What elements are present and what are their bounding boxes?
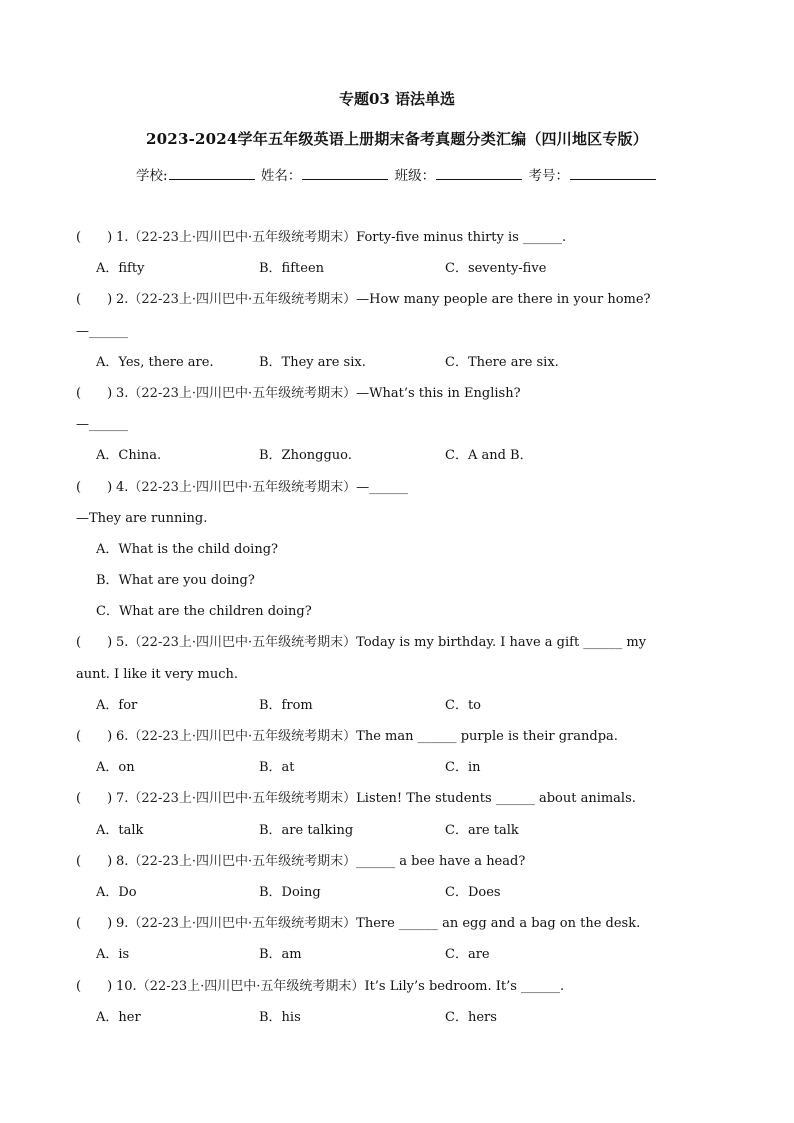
option-c: C．There are six. (445, 354, 559, 370)
student-info-line (0, 164, 794, 184)
answer-paren: ( ) (76, 729, 113, 744)
option-a: A．Do (96, 884, 137, 900)
school-label: 学校: (136, 168, 168, 184)
page-subtitle: 2023-2024学年五年级英语上册期末备考真题分类汇编（四川地区专版） (146, 130, 648, 148)
option-a: A．talk (96, 822, 144, 838)
option-a: A．for (96, 697, 138, 713)
answer-paren: ( ) (76, 916, 113, 932)
question-number: 9. (116, 916, 129, 932)
option-b: B．fifteen (259, 261, 325, 277)
option-a: A．Yes, there are. (96, 354, 214, 370)
option-c: C．What are the children doing? (96, 604, 312, 620)
question-5-options (76, 694, 716, 725)
question-source: （22-23上·四川巴中·五年级统考期末） (128, 292, 357, 308)
question-6 (76, 725, 716, 756)
answer-paren: ( ) (76, 635, 113, 651)
question-stem: —How many people are there in your home? (356, 292, 651, 308)
question-source: （22-23上·四川巴中·五年级统考期末） (128, 729, 357, 744)
class-label: 班级： (394, 168, 436, 184)
question-number: 6. (116, 729, 129, 744)
question-1-options (76, 257, 716, 288)
option-c: C．are talk (445, 822, 519, 838)
question-stem: ______ a bee have a head? (356, 853, 526, 869)
question-stem: There ______ an egg and a bag on the desk. (356, 916, 641, 932)
question-number: 10. (116, 978, 137, 994)
name-blank (302, 167, 388, 180)
question-source: （22-23上·四川巴中·五年级统考期末） (128, 791, 357, 807)
option-a: A．fifty (96, 261, 145, 277)
answer-paren: ( ) (76, 791, 113, 807)
question-stem: —______ (356, 479, 409, 495)
question-10 (76, 975, 716, 1006)
option-c: C．to (445, 697, 481, 713)
question-source: （22-23上·四川巴中·五年级统考期末） (128, 916, 357, 932)
option-a: A．is (96, 947, 130, 963)
class-blank (436, 167, 522, 180)
question-number: 5. (116, 635, 129, 651)
answer-paren: ( ) (76, 385, 113, 401)
option-b: B．at (259, 760, 295, 776)
option-b: B．are talking (259, 822, 354, 838)
option-a: A．on (96, 760, 135, 776)
question-list (76, 226, 716, 1037)
option-c: C．hers (445, 1009, 497, 1025)
option-b: B．What are you doing? (96, 573, 255, 589)
option-b: B．They are six. (259, 354, 366, 370)
option-b: B．Doing (259, 884, 321, 900)
option-c: C．Does (445, 884, 501, 900)
question-9-options (76, 943, 716, 974)
question-9 (76, 912, 716, 943)
question-2-options (76, 351, 716, 382)
question-stem: Forty-five minus thirty is ______. (356, 230, 567, 245)
option-a: A．What is the child doing? (96, 541, 279, 557)
page-title: 专题03 语法单选 (338, 90, 456, 108)
question-number: 4. (116, 479, 129, 495)
answer-paren: ( ) (76, 292, 113, 308)
option-c: C．are (445, 947, 490, 963)
question-stem: Today is my birthday. I have a gift ______ my (356, 635, 647, 651)
option-a: A．her (96, 1009, 141, 1025)
question-8-options (76, 881, 716, 912)
question-source: （22-23上·四川巴中·五年级统考期末） (128, 635, 357, 651)
question-6-options (76, 756, 716, 787)
exam-number-label: 考号： (528, 168, 569, 184)
question-3 (76, 382, 716, 413)
question-source: （22-23上·四川巴中·五年级统考期末） (128, 853, 357, 869)
question-number: 8. (116, 853, 129, 869)
option-b: B．from (259, 697, 313, 713)
question-10-options (76, 1006, 716, 1037)
question-number: 3. (116, 385, 129, 401)
question-5 (76, 631, 716, 662)
question-3-continuation: —______ (76, 417, 128, 433)
answer-paren: ( ) (76, 230, 113, 245)
school-blank (169, 167, 255, 180)
answer-paren: ( ) (76, 978, 113, 994)
question-stem: —What’s this in English? (356, 385, 521, 401)
question-number: 1. (116, 230, 129, 245)
question-5-continuation: aunt. I like it very much. (76, 666, 238, 682)
question-4-continuation: —They are running. (76, 510, 208, 526)
question-number: 2. (116, 292, 129, 308)
question-source: （22-23上·四川巴中·五年级统考期末） (128, 479, 357, 495)
option-c: C．seventy-five (445, 261, 547, 277)
option-b: B．his (259, 1009, 301, 1025)
question-source: （22-23上·四川巴中·五年级统考期末） (136, 978, 365, 994)
question-4 (76, 476, 716, 507)
option-c: C．in (445, 760, 481, 776)
question-stem: It’s Lily’s bedroom. It’s ______. (364, 978, 565, 994)
name-label: 姓名： (260, 168, 302, 184)
question-2-continuation: —______ (76, 323, 128, 339)
answer-paren: ( ) (76, 853, 113, 869)
option-c: C．A and B． (445, 448, 533, 464)
option-b: B．Zhongguo. (259, 448, 352, 464)
question-2 (76, 288, 716, 319)
question-source: （22-23上·四川巴中·五年级统考期末） (128, 385, 357, 401)
question-7 (76, 787, 716, 818)
question-number: 7. (116, 791, 129, 807)
question-3-options (76, 444, 716, 475)
question-1 (76, 226, 716, 257)
question-stem: The man ______ purple is their grandpa. (356, 729, 618, 744)
answer-paren: ( ) (76, 479, 113, 495)
option-b: B．am (259, 947, 302, 963)
question-source: （22-23上·四川巴中·五年级统考期末） (128, 230, 357, 245)
question-7-options (76, 819, 716, 850)
exam-number-blank (570, 167, 656, 180)
question-8 (76, 850, 716, 881)
option-a: A．China. (96, 448, 162, 464)
question-stem: Listen! The students ______ about animals. (356, 791, 636, 807)
